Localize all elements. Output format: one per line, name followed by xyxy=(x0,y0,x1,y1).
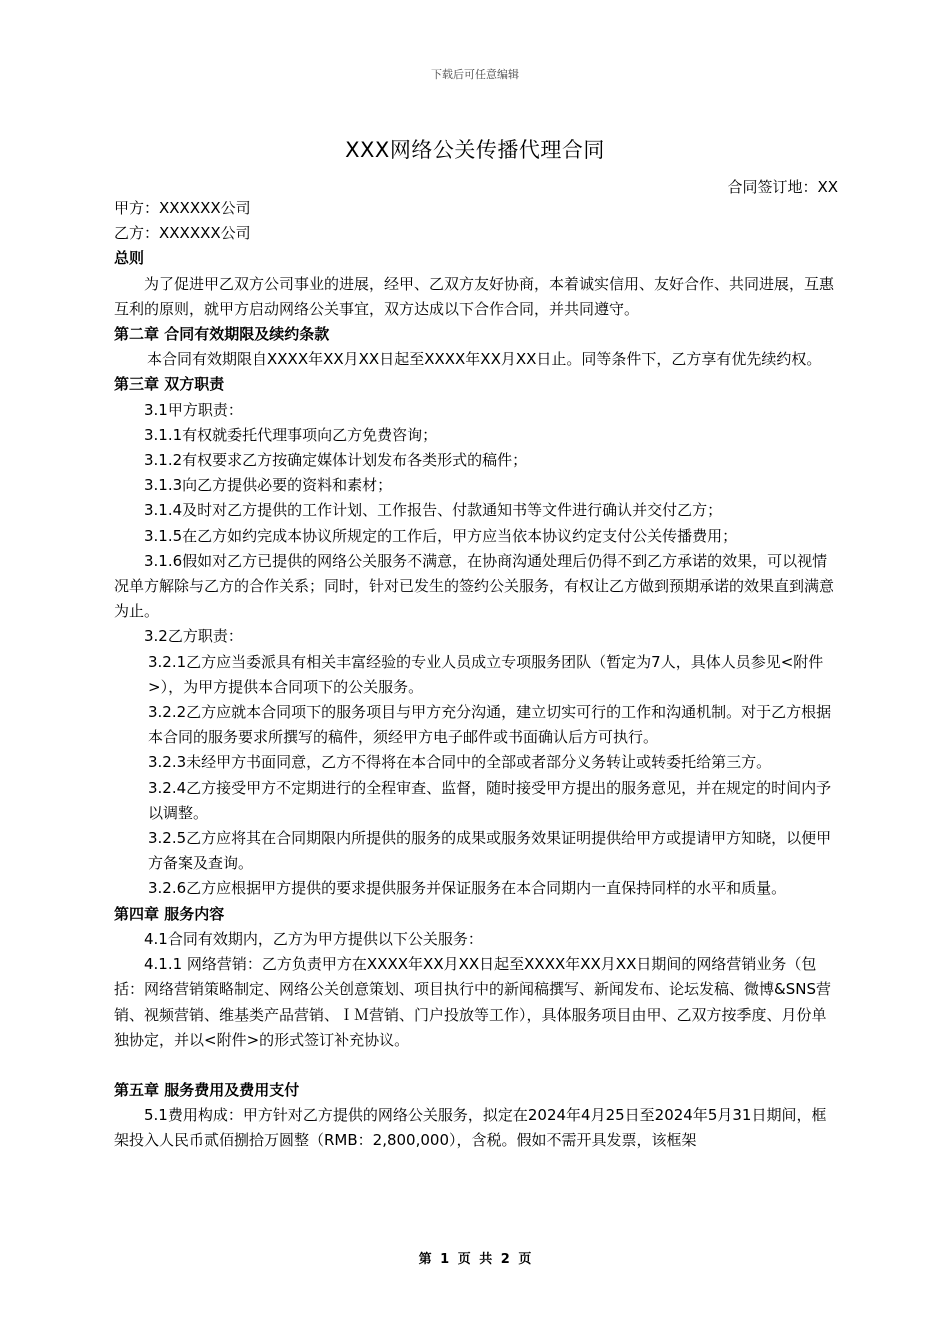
list-item: 3.1.1有权就委托代理事项向乙方免费咨询； xyxy=(144,425,438,444)
chapter5-heading: 第五章 服务费用及费用支付 xyxy=(114,1080,300,1099)
chapter4-text: 4.1.1 网络营销：乙方负责甲方在XXXX年XX月XX日起至XXXX年XX月XX日期间的网络营销业务（包括：网络营销策略制定、网络公关创意策划、项目执行中的新闻稿撰写、新闻发布、论坛发稿、微博&SNS营销、视频营销、维基类产品营销、ＩＭ营销、门户投放等工作），具体服务项目由甲、乙双方按季度、月份单独协定，并以<附件>的形式签订补充协议。 xyxy=(114,955,831,1049)
list-item: 3.1.3向乙方提供必要的资料和素材； xyxy=(144,476,393,495)
header-note: 下载后可任意编辑 xyxy=(431,68,519,81)
list-item: 3.2.4乙方接受甲方不定期进行的全程审查、监督，随时接受甲方提出的服务意见，并在规定的时间内予以调整。 xyxy=(148,778,832,822)
list-item: 3.2.1乙方应当委派具有相关丰富经验的专业人员成立专项服务团队（暂定为7人，具体人员参见<附件>），为甲方提供本合同项下的公关服务。 xyxy=(148,652,824,696)
spacer xyxy=(114,1053,836,1078)
general-heading: 总则 xyxy=(114,249,145,268)
chapter2-heading: 第二章 合同有效期限及续约条款 xyxy=(114,325,330,344)
party-b: 乙方：XXXXXX公司 xyxy=(114,224,251,243)
list-item: 3.2.2乙方应就本合同项下的服务项目与甲方充分沟通，建立切实可行的工作和沟通机制。对于乙方根据本合同的服务要求所撰写的稿件，须经甲方电子邮件或书面确认后方可执行。 xyxy=(148,703,832,747)
chapter5-text: 5.1费用构成：甲方针对乙方提供的网络公关服务，拟定在2024年4月25日至2024年5月31日期间，框架投入人民币贰佰捌拾万圆整（RMB：2,800,000），含税。假如不需开具发票，该框架 xyxy=(114,1106,827,1150)
list-item: 3.2.5乙方应将其在合同期限内所提供的服务的成果或服务效果证明提供给甲方或提请甲方知晓，以便甲方备案及查询。 xyxy=(148,829,832,873)
general-text: 为了促进甲乙双方公司事业的进展，经甲、乙双方友好协商，本着诚实信用、友好合作、共同进展，互惠互利的原则，就甲方启动网络公关事宜，双方达成以下合作合同，并共同遵守。 xyxy=(114,274,835,318)
document-body xyxy=(114,196,836,1154)
document-title: XXX网络公关传播代理合同 xyxy=(345,138,605,162)
party-a: 甲方：XXXXXX公司 xyxy=(114,199,251,217)
signing-place: 合同签订地：XX xyxy=(727,178,838,196)
chapter4-heading: 第四章 服务内容 xyxy=(114,904,225,923)
party-b-duties-title: 3.2乙方职责： xyxy=(144,627,243,646)
page-footer: 第 1 页 共 2 页 xyxy=(418,1252,532,1267)
list-item: 3.1.6假如对乙方已提供的网络公关服务不满意，在协商沟通处理后仍得不到乙方承诺的效果，可以视情况单方解除与乙方的合作关系；同时，针对已发生的签约公关服务，有权让乙方做到预期承诺的效果直到满意为止。 xyxy=(114,551,835,621)
chapter4-intro: 4.1合同有效期内，乙方为甲方提供以下公关服务： xyxy=(144,929,483,948)
list-item: 3.1.5在乙方如约完成本协议所规定的工作后，甲方应当依本协议约定支付公关传播费用； xyxy=(144,526,738,545)
chapter3-heading: 第三章 双方职责 xyxy=(114,375,225,394)
list-item: 3.2.3未经甲方书面同意，乙方不得将在本合同中的全部或者部分义务转让或转委托给第三方。 xyxy=(148,753,772,772)
party-a-duties-title: 3.1甲方职责： xyxy=(144,400,243,419)
list-item: 3.1.2有权要求乙方按确定媒体计划发布各类形式的稿件； xyxy=(144,451,528,470)
chapter2-text: 本合同有效期限自XXXX年XX月XX日起至XXXX年XX月XX日止。同等条件下，乙方享有优先续约权。 xyxy=(147,350,822,369)
list-item: 3.2.6乙方应根据甲方提供的要求提供服务并保证服务在本合同期内一直保持同样的水平和质量。 xyxy=(148,879,787,898)
list-item: 3.1.4及时对乙方提供的工作计划、工作报告、付款通知书等文件进行确认并交付乙方； xyxy=(144,501,723,520)
